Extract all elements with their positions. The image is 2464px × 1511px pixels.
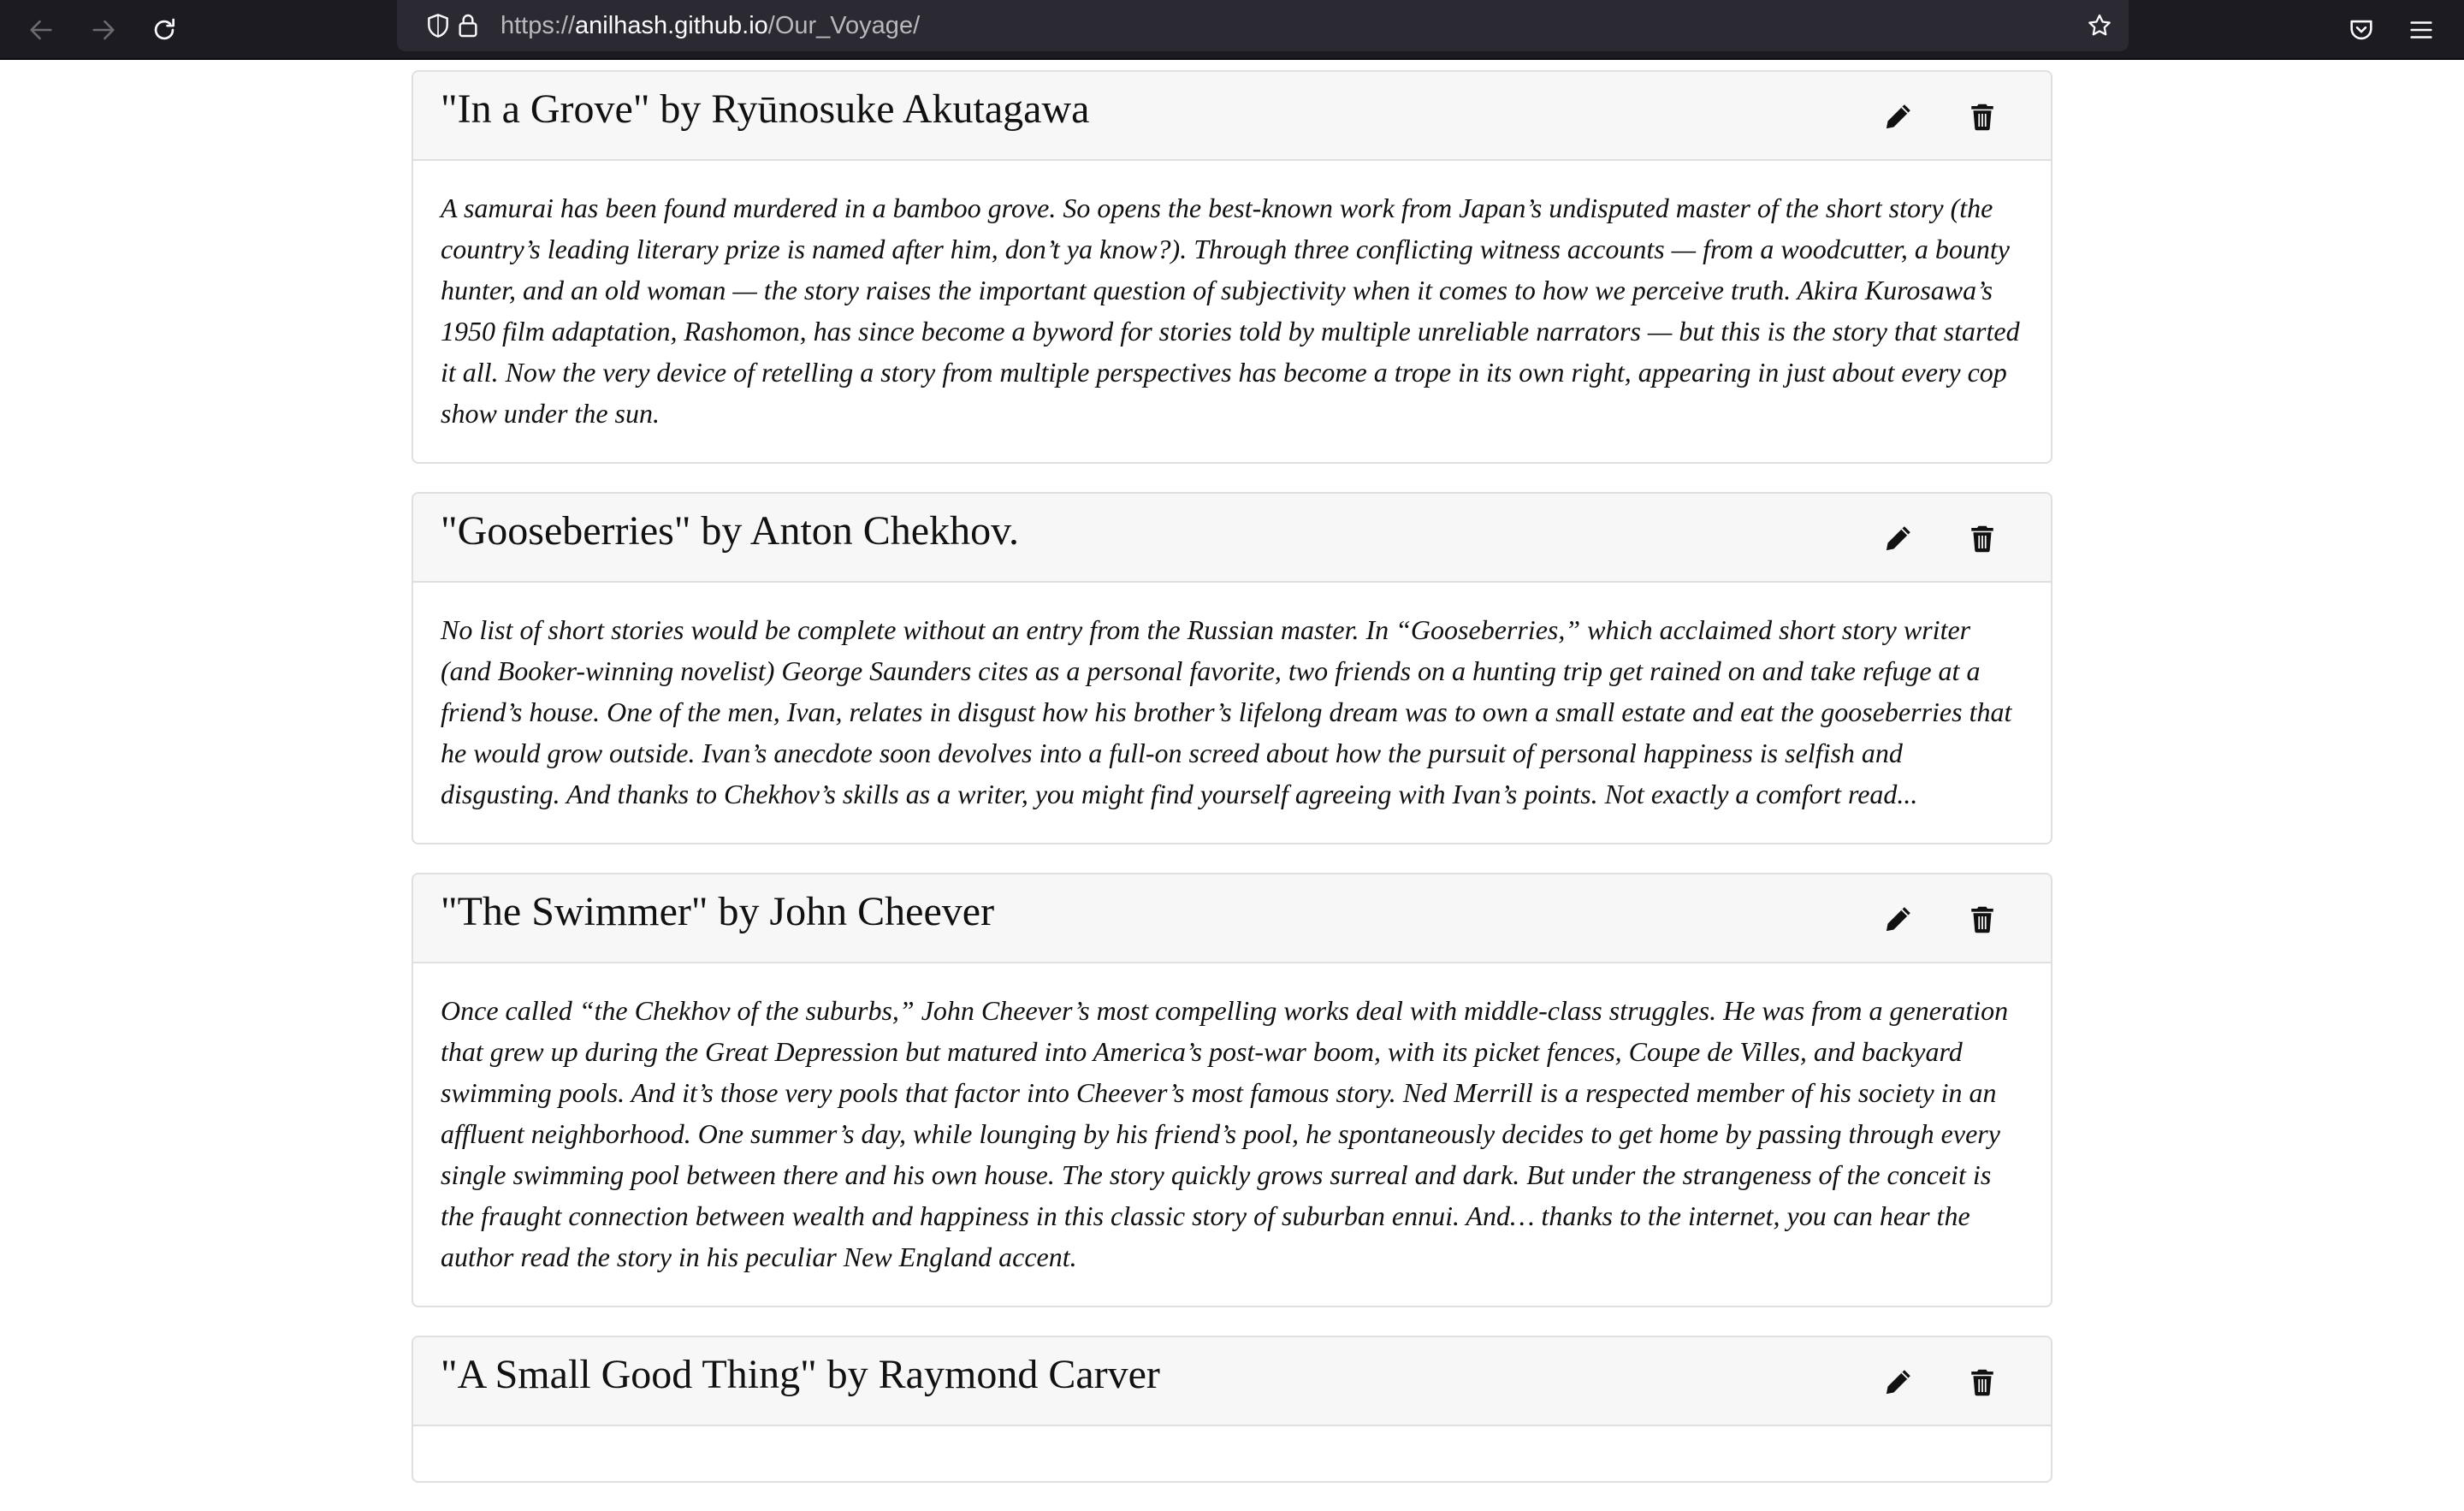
menu-button[interactable]: [2399, 8, 2443, 52]
story-actions: [1881, 99, 1999, 133]
story-card-header: [413, 72, 2051, 161]
url-scheme: https://: [500, 12, 576, 39]
story-card: [412, 873, 2052, 1307]
story-title: "In a Grove" by Ryūnosuke Akutagawa: [441, 86, 1090, 132]
arrow-right-icon: [89, 15, 118, 44]
edit-button[interactable]: [1881, 1365, 1916, 1399]
pocket-icon: [2347, 15, 2376, 44]
story-card-header: [413, 1337, 2051, 1426]
story-title: "The Swimmer" by John Cheever: [441, 889, 995, 934]
story-card-body: [413, 1426, 2051, 1481]
url-path: /Our_Voyage/: [767, 12, 921, 39]
pencil-icon: [1883, 904, 1914, 934]
edit-button[interactable]: [1881, 99, 1916, 133]
url-bar[interactable]: [397, 0, 2129, 51]
url-text[interactable]: [500, 9, 920, 42]
hamburger-menu-icon: [2407, 15, 2436, 44]
story-card: [412, 1336, 2052, 1483]
story-card: [412, 70, 2052, 464]
delete-button[interactable]: [1965, 99, 1999, 133]
pencil-icon: [1883, 1366, 1914, 1397]
browser-toolbar: [0, 0, 2464, 60]
reload-button[interactable]: [142, 8, 187, 52]
delete-button[interactable]: [1965, 1365, 1999, 1399]
shield-icon[interactable]: [423, 10, 453, 41]
story-title: "A Small Good Thing" by Raymond Carver: [441, 1352, 1160, 1397]
delete-button[interactable]: [1965, 902, 1999, 936]
story-card-body: [413, 161, 2051, 462]
story-list: [412, 70, 2052, 1511]
story-card-header: [413, 874, 2051, 963]
trash-icon: [1967, 101, 1998, 132]
url-host: anilhash.github.io: [575, 12, 768, 39]
story-description: A samurai has been found murdered in a bamboo grove. So opens the best-known work from Japan’s undisputed master of the short story (the country’s leading literary prize is named after him, don’t ya know?). Through three conflicting witness accounts — from a woodcutter, a bounty hunter, and an old woman — the story raises the important question of subjectivity when it comes to how we perceive truth. Akira Kurosawa’s 1950 film adaptation, Rashomon, has since become a byword for stories told by multiple unreliable narrators — but this is the story that started it all. Now the very device of retelling a story from multiple perspectives has become a trope in its own right, appearing in just about every cop show under the sun.: [441, 193, 2020, 429]
delete-button[interactable]: [1965, 521, 1999, 555]
arrow-left-icon: [27, 15, 56, 44]
story-card-body: [413, 583, 2051, 843]
forward-button[interactable]: [81, 8, 126, 52]
pencil-icon: [1883, 523, 1914, 554]
story-card-header: [413, 494, 2051, 583]
story-description: No list of short stories would be complete without an entry from the Russian master. In “Gooseberries,” which acclaimed short story writer (and Booker-winning novelist) George Saunders cites as a personal favorite, two friends on a hunting trip get rained on and take refuge at a friend’s house. One of the men, Ivan, relates in disgust how his brother’s lifelong dream was to own a small estate and eat the gooseberries that he would grow outside. Ivan’s anecdote soon devolves into a full-on screed about how the pursuit of personal happiness is selfish and disgusting. And thanks to Chekhov’s skills as a writer, you might find yourself agreeing with Ivan’s points. Not exactly a comfort read...: [441, 614, 2012, 809]
trash-icon: [1967, 904, 1998, 934]
story-card: [412, 492, 2052, 844]
reload-icon: [150, 15, 179, 44]
edit-button[interactable]: [1881, 521, 1916, 555]
edit-button[interactable]: [1881, 902, 1916, 936]
story-title: "Gooseberries" by Anton Chekhov.: [441, 508, 1019, 554]
story-description: Once called “the Chekhov of the suburbs,” John Cheever’s most compelling works deal with middle-class struggles. He was from a generation that grew up during the Great Depression but matured into America’s post-war boom, with its picket fences, Coupe de Villes, and backyard swimming pools. And it’s those very pools that factor into Cheever’s most famous story. Ned Merrill is a respected member of his society in an affluent neighborhood. One summer’s day, while lounging by his friend’s pool, he spontaneously decides to get home by passing through every single swimming pool between there and his own house. The story quickly grows surreal and dark. But under the strangeness of the conceit is the fraught connection between wealth and happiness in this classic story of suburban ennui. And… thanks to the internet, you can hear the author read the story in his peculiar New England accent.: [441, 995, 2009, 1272]
pocket-button[interactable]: [2339, 8, 2384, 52]
story-actions: [1881, 902, 1999, 936]
lock-icon[interactable]: [453, 10, 483, 41]
story-card-body: [413, 963, 2051, 1306]
back-button[interactable]: [19, 8, 63, 52]
trash-icon: [1967, 1366, 1998, 1397]
story-actions: [1881, 1365, 1999, 1399]
story-actions: [1881, 521, 1999, 555]
pencil-icon: [1883, 101, 1914, 132]
trash-icon: [1967, 523, 1998, 554]
bookmark-star-icon[interactable]: [2084, 10, 2115, 41]
